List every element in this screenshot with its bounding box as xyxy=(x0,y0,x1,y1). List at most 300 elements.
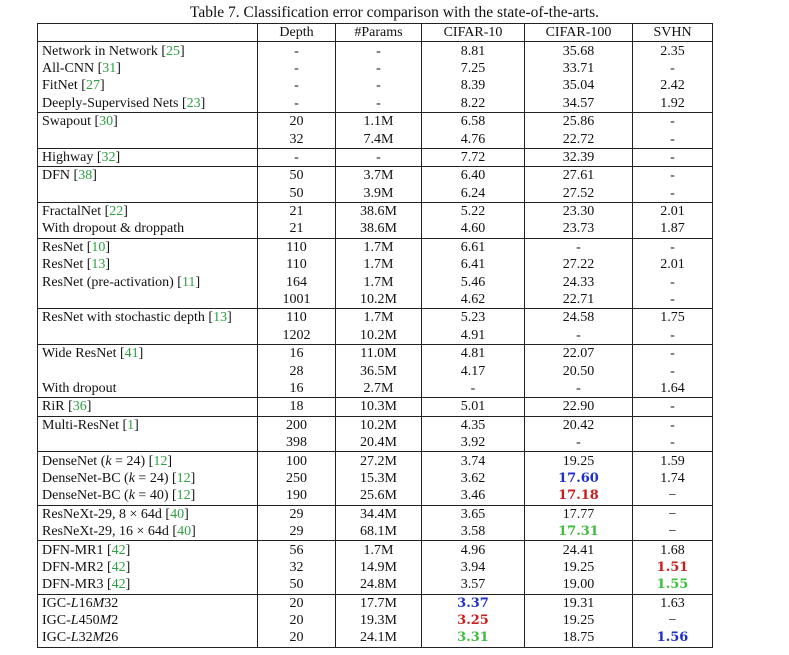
method-name-tail: 16 xyxy=(78,595,93,611)
depth-cell-value: 20 xyxy=(289,630,304,646)
citation-link[interactable]: 42 xyxy=(111,577,126,593)
cifar10-cell-value: - xyxy=(470,381,476,396)
method-name: DenseNet-BC ( xyxy=(42,470,129,486)
depth-cell xyxy=(258,505,336,523)
params-cell-value: 2.7M xyxy=(363,381,394,396)
svhn-cell xyxy=(633,380,713,398)
depth-cell xyxy=(258,434,336,452)
method-name: FitNet xyxy=(42,78,78,94)
params-cell-value: - xyxy=(376,60,381,76)
method-cell: FractalNet [22] xyxy=(38,202,258,220)
cifar100-cell-value: 34.57 xyxy=(562,95,595,111)
depth-cell-value: 50 xyxy=(289,577,304,593)
method-math-symbol: k xyxy=(105,453,112,469)
svhn-cell xyxy=(633,594,713,612)
depth-cell xyxy=(258,398,336,416)
cifar100-cell xyxy=(525,273,633,290)
cifar100-cell xyxy=(525,60,633,77)
depth-cell-value: 110 xyxy=(286,239,307,255)
citation-link[interactable]: 10 xyxy=(91,239,106,255)
svhn-cell xyxy=(633,612,713,629)
citation-link[interactable]: 12 xyxy=(153,453,168,469)
svhn-cell xyxy=(633,470,713,487)
citation-link[interactable]: 32 xyxy=(101,149,116,165)
cifar10-cell-value: 5.01 xyxy=(460,399,486,415)
cifar10-cell-value: 7.25 xyxy=(460,60,486,76)
cifar10-cell-value: 6.41 xyxy=(460,257,486,273)
table-row xyxy=(38,220,713,238)
cifar10-cell xyxy=(422,202,525,220)
method-cell: ResNet with stochastic depth [13] xyxy=(38,309,258,327)
table-row xyxy=(38,112,713,130)
svhn-cell xyxy=(633,327,713,345)
table-row xyxy=(38,42,713,60)
table-row xyxy=(38,95,713,113)
table-row xyxy=(38,148,713,166)
cifar100-cell xyxy=(525,185,633,203)
params-cell-value: 1.7M xyxy=(363,542,394,558)
method-cell xyxy=(38,220,258,238)
citation-link[interactable]: 42 xyxy=(111,559,126,575)
cifar10-cell-value: 3.94 xyxy=(460,559,486,575)
svhn-cell-value: - xyxy=(670,363,675,379)
params-cell-value: 1.7M xyxy=(363,310,394,326)
depth-cell-value: - xyxy=(294,43,299,59)
method-cell xyxy=(38,594,258,612)
citation-link[interactable]: 23 xyxy=(186,95,201,111)
params-cell xyxy=(336,291,422,309)
cifar100-cell xyxy=(525,576,633,594)
svhn-cell-value: - xyxy=(670,149,675,165)
method-name: ResNet xyxy=(42,257,84,273)
svhn-cell-value: - xyxy=(670,399,675,415)
cifar10-cell xyxy=(422,594,525,612)
cifar100-cell xyxy=(525,416,633,434)
params-cell-value: 34.4M xyxy=(360,506,397,522)
cifar100-cell xyxy=(525,487,633,505)
depth-cell-value: 190 xyxy=(286,488,307,504)
method-cell: DFN [38] xyxy=(38,167,258,185)
cifar100-cell xyxy=(525,345,633,363)
depth-cell-value: 398 xyxy=(286,435,307,451)
depth-cell-value: - xyxy=(294,60,299,76)
method-name: Network in Network xyxy=(42,43,158,59)
depth-cell xyxy=(258,273,336,290)
svhn-cell-value: 1.63 xyxy=(660,595,685,611)
svhn-cell xyxy=(633,202,713,220)
method-cell: Highway [32] xyxy=(38,148,258,166)
cifar10-cell-value: 4.17 xyxy=(460,363,486,379)
depth-cell-value: 200 xyxy=(286,417,307,433)
table-row xyxy=(38,594,713,612)
cifar10-cell xyxy=(422,256,525,273)
params-cell-value: 38.6M xyxy=(360,204,397,220)
params-cell xyxy=(336,523,422,541)
header-cifar100: CIFAR-100 xyxy=(525,24,633,42)
svhn-cell-value: - xyxy=(670,346,675,362)
citation-link[interactable]: 13 xyxy=(213,310,228,326)
cifar100-cell-value: 27.52 xyxy=(562,185,595,201)
depth-cell xyxy=(258,42,336,60)
cifar100-cell xyxy=(525,559,633,576)
cifar10-cell xyxy=(422,309,525,327)
cifar10-cell-value: 3.31 xyxy=(457,630,489,646)
params-cell xyxy=(336,185,422,203)
params-cell xyxy=(336,42,422,60)
citation-link[interactable]: 40 xyxy=(177,524,192,540)
cifar100-cell-value: 35.04 xyxy=(562,78,595,94)
method-cell xyxy=(38,130,258,148)
cifar10-cell-value: 3.37 xyxy=(457,595,489,611)
svhn-cell-value: 2.01 xyxy=(660,204,685,220)
table-row xyxy=(38,398,713,416)
header-params: #Params xyxy=(336,24,422,42)
method-cell xyxy=(38,291,258,309)
params-cell xyxy=(336,487,422,505)
cifar100-cell-value: 24.33 xyxy=(562,274,595,290)
depth-cell-value: - xyxy=(294,95,299,111)
depth-cell xyxy=(258,345,336,363)
method-cell: ResNet [10] xyxy=(38,238,258,256)
params-cell xyxy=(336,470,422,487)
depth-cell xyxy=(258,594,336,612)
table-row xyxy=(38,60,713,77)
params-cell xyxy=(336,220,422,238)
table-row xyxy=(38,559,713,576)
cifar10-cell xyxy=(422,452,525,470)
depth-cell-value: 110 xyxy=(286,257,307,273)
params-cell-value: 68.1M xyxy=(360,524,397,540)
method-name: Highway xyxy=(42,149,94,165)
citation-link[interactable]: 11 xyxy=(181,274,196,290)
depth-cell-value: 164 xyxy=(286,274,307,290)
method-name: RiR xyxy=(42,399,65,415)
cifar100-cell xyxy=(525,95,633,113)
depth-cell-value: 28 xyxy=(289,363,304,379)
depth-cell-value: 21 xyxy=(289,204,304,220)
params-cell-value: 19.3M xyxy=(360,613,397,629)
table-row xyxy=(38,612,713,629)
svhn-cell xyxy=(633,130,713,148)
cifar10-cell xyxy=(422,470,525,487)
params-cell-value: 38.6M xyxy=(360,221,397,237)
cifar10-cell xyxy=(422,523,525,541)
depth-cell-value: 20 xyxy=(289,114,304,130)
method-name: ResNeXt-29, 8 × 64d xyxy=(42,506,162,522)
method-name: ResNet with stochastic depth xyxy=(42,310,205,326)
svhn-cell-value: 2.01 xyxy=(660,257,685,273)
table-row xyxy=(38,523,713,541)
method-name: IGC- xyxy=(42,630,71,646)
method-math-symbol: L xyxy=(70,595,79,611)
svhn-cell xyxy=(633,434,713,452)
svhn-cell-value: 1.55 xyxy=(656,577,689,593)
cifar100-cell xyxy=(525,309,633,327)
cifar10-cell xyxy=(422,416,525,434)
svhn-cell-value: 1.56 xyxy=(656,630,689,646)
cifar100-cell xyxy=(525,42,633,60)
cifar10-cell-value: 4.62 xyxy=(460,292,486,308)
depth-cell-value: 20 xyxy=(289,613,304,629)
params-cell xyxy=(336,398,422,416)
header-method xyxy=(38,24,258,42)
method-name-tail: = 40) xyxy=(134,488,169,504)
method-name-tail: = 24) xyxy=(111,453,146,469)
method-math-symbol: L xyxy=(70,630,79,646)
citation-link[interactable]: 30 xyxy=(99,114,114,130)
params-cell xyxy=(336,416,422,434)
citation-link[interactable]: 38 xyxy=(78,168,93,184)
cifar10-cell xyxy=(422,42,525,60)
method-cell: FitNet [27] xyxy=(38,77,258,94)
svhn-cell-value: − xyxy=(668,524,677,540)
citation-link[interactable]: 41 xyxy=(124,346,139,362)
cifar10-cell-value: 4.60 xyxy=(460,221,486,237)
table-row xyxy=(38,130,713,148)
depth-cell-value: 16 xyxy=(289,346,304,362)
cifar10-cell xyxy=(422,559,525,576)
citation-link[interactable]: 36 xyxy=(72,399,87,415)
cifar100-cell-value: 33.71 xyxy=(562,60,595,76)
depth-cell xyxy=(258,576,336,594)
cifar100-cell xyxy=(525,523,633,541)
svhn-cell-value: − xyxy=(668,488,677,504)
method-name: DenseNet ( xyxy=(42,453,106,469)
params-cell xyxy=(336,77,422,94)
params-cell xyxy=(336,629,422,647)
depth-cell-value: 32 xyxy=(289,559,304,575)
svhn-cell xyxy=(633,167,713,185)
method-cell: ResNet [13] xyxy=(38,256,258,273)
table-row xyxy=(38,416,713,434)
method-name: Wide ResNet xyxy=(42,346,117,362)
cifar10-cell xyxy=(422,541,525,559)
method-name-tail: 26 xyxy=(104,630,119,646)
cifar100-cell-value: - xyxy=(576,239,581,255)
depth-cell-value: 50 xyxy=(289,185,304,201)
params-cell-value: 24.8M xyxy=(360,577,397,593)
table-row xyxy=(38,576,713,594)
svhn-cell-value: 1.74 xyxy=(660,470,685,486)
citation-link[interactable]: 1 xyxy=(127,417,135,433)
params-cell xyxy=(336,273,422,290)
cifar10-cell-value: 7.72 xyxy=(460,149,486,165)
cifar100-cell-value: 23.73 xyxy=(562,221,595,237)
params-cell-value: 15.3M xyxy=(360,470,397,486)
params-cell-value: - xyxy=(376,95,381,111)
params-cell-value: 17.7M xyxy=(360,595,397,611)
params-cell-value: 3.7M xyxy=(363,168,394,184)
params-cell-value: 7.4M xyxy=(363,131,394,147)
params-cell-value: 1.7M xyxy=(363,239,394,255)
table-row xyxy=(38,505,713,523)
method-math-symbol: M xyxy=(92,630,105,646)
cifar100-cell xyxy=(525,130,633,148)
cifar100-cell-value: 17.77 xyxy=(562,506,595,522)
params-cell xyxy=(336,345,422,363)
cifar100-cell xyxy=(525,327,633,345)
depth-cell xyxy=(258,185,336,203)
cifar100-cell xyxy=(525,167,633,185)
depth-cell-value: - xyxy=(294,149,299,165)
depth-cell-value: - xyxy=(294,78,299,94)
citation-link[interactable]: 13 xyxy=(91,257,106,273)
citation-link[interactable]: 25 xyxy=(166,43,181,59)
method-cell: RiR [36] xyxy=(38,398,258,416)
method-cell xyxy=(38,612,258,629)
cifar100-cell xyxy=(525,238,633,256)
cifar10-cell-value: 5.22 xyxy=(460,204,486,220)
method-cell xyxy=(38,380,258,398)
method-cell xyxy=(38,185,258,203)
method-cell: ResNeXt-29, 8 × 64d [40] xyxy=(38,505,258,523)
table-row xyxy=(38,434,713,452)
method-name: All-CNN xyxy=(42,60,95,76)
params-cell-value: 1.1M xyxy=(363,114,394,130)
svhn-cell-value: 1.75 xyxy=(660,310,685,326)
table-row xyxy=(38,167,713,185)
svhn-cell xyxy=(633,238,713,256)
table-row xyxy=(38,541,713,559)
method-name-tail: 450 xyxy=(78,613,100,629)
svhn-cell xyxy=(633,362,713,379)
svhn-cell xyxy=(633,487,713,505)
params-cell-value: 24.1M xyxy=(360,630,397,646)
table-row xyxy=(38,362,713,379)
cifar100-cell-value: 18.75 xyxy=(562,630,595,646)
method-name: DFN xyxy=(42,168,71,184)
depth-cell-value: 250 xyxy=(286,470,307,486)
depth-cell xyxy=(258,327,336,345)
cifar100-cell xyxy=(525,505,633,523)
svhn-cell-value: 1.87 xyxy=(660,221,685,237)
depth-cell-value: 1202 xyxy=(282,327,311,343)
depth-cell-value: 18 xyxy=(289,399,304,415)
params-cell xyxy=(336,130,422,148)
method-name: With dropout xyxy=(42,381,117,396)
cifar100-cell-value: 24.58 xyxy=(562,310,595,326)
citation-link[interactable]: 31 xyxy=(102,60,117,76)
depth-cell-value: 110 xyxy=(286,310,307,326)
table-row xyxy=(38,238,713,256)
depth-cell xyxy=(258,95,336,113)
svhn-cell xyxy=(633,256,713,273)
params-cell-value: 27.2M xyxy=(360,453,397,469)
cifar100-cell xyxy=(525,398,633,416)
citation-link[interactable]: 27 xyxy=(85,78,100,94)
svhn-cell xyxy=(633,629,713,647)
depth-cell-value: 29 xyxy=(289,524,304,540)
citation-link[interactable]: 12 xyxy=(176,470,191,486)
header-row xyxy=(38,24,713,42)
cifar100-cell-value: 22.90 xyxy=(562,399,595,415)
depth-cell xyxy=(258,60,336,77)
cifar100-cell xyxy=(525,112,633,130)
depth-cell-value: 50 xyxy=(289,168,304,184)
method-name: IGC- xyxy=(42,613,71,629)
method-cell: DFN-MR3 [42] xyxy=(38,576,258,594)
method-cell xyxy=(38,434,258,452)
table-row xyxy=(38,309,713,327)
cifar10-cell-value: 6.61 xyxy=(460,239,486,255)
method-cell: DFN-MR2 [42] xyxy=(38,559,258,576)
cifar10-cell xyxy=(422,362,525,379)
cifar10-cell-value: 6.40 xyxy=(460,168,486,184)
svhn-cell xyxy=(633,452,713,470)
depth-cell xyxy=(258,612,336,629)
depth-cell xyxy=(258,220,336,238)
cifar100-cell-value: 19.25 xyxy=(562,613,595,629)
depth-cell xyxy=(258,130,336,148)
params-cell-value: 10.3M xyxy=(360,399,397,415)
cifar10-cell-value: 3.65 xyxy=(460,506,486,522)
cifar10-cell xyxy=(422,629,525,647)
cifar100-cell xyxy=(525,612,633,629)
params-cell-value: 25.6M xyxy=(360,488,397,504)
cifar100-cell-value: 19.31 xyxy=(562,595,595,611)
cifar10-cell-value: 3.74 xyxy=(460,453,486,469)
cifar100-cell-value: 17.31 xyxy=(558,524,599,540)
cifar100-cell-value: 20.50 xyxy=(562,363,595,379)
svhn-cell-value: - xyxy=(670,168,675,184)
params-cell xyxy=(336,167,422,185)
cifar100-cell xyxy=(525,629,633,647)
table-row xyxy=(38,380,713,398)
citation-link[interactable]: 40 xyxy=(170,506,185,522)
svhn-cell xyxy=(633,559,713,576)
method-math-symbol: k xyxy=(128,488,135,504)
cifar100-cell xyxy=(525,148,633,166)
cifar10-cell xyxy=(422,380,525,398)
citation-link[interactable]: 22 xyxy=(109,204,124,220)
method-name-tail: 32 xyxy=(78,630,93,646)
svhn-cell-value: - xyxy=(670,292,675,308)
cifar100-cell-value: 20.42 xyxy=(562,417,595,433)
cifar100-cell-value: 35.68 xyxy=(562,43,595,59)
depth-cell xyxy=(258,112,336,130)
params-cell xyxy=(336,541,422,559)
results-table xyxy=(37,23,713,648)
svhn-cell xyxy=(633,273,713,290)
cifar10-cell-value: 4.91 xyxy=(460,327,486,343)
cifar10-cell xyxy=(422,167,525,185)
cifar10-cell-value: 3.62 xyxy=(460,470,486,486)
method-name: DFN-MR2 xyxy=(42,559,104,575)
params-cell xyxy=(336,452,422,470)
cifar10-cell xyxy=(422,291,525,309)
depth-cell-value: 20 xyxy=(289,595,304,611)
citation-link[interactable]: 42 xyxy=(111,542,126,558)
cifar100-cell xyxy=(525,541,633,559)
svhn-cell xyxy=(633,541,713,559)
svhn-cell xyxy=(633,398,713,416)
depth-cell xyxy=(258,238,336,256)
cifar10-cell xyxy=(422,77,525,94)
params-cell xyxy=(336,202,422,220)
method-math-symbol: k xyxy=(128,470,135,486)
citation-link[interactable]: 12 xyxy=(176,488,191,504)
params-cell-value: 14.9M xyxy=(360,559,397,575)
method-name: FractalNet xyxy=(42,204,102,220)
method-cell: DenseNet (k = 24) [12] xyxy=(38,452,258,470)
params-cell xyxy=(336,576,422,594)
svhn-cell xyxy=(633,576,713,594)
cifar10-cell-value: 5.23 xyxy=(460,310,486,326)
depth-cell xyxy=(258,202,336,220)
cifar100-cell-value: 19.25 xyxy=(562,453,595,469)
cifar10-cell xyxy=(422,220,525,238)
cifar100-cell-value: - xyxy=(576,381,581,396)
